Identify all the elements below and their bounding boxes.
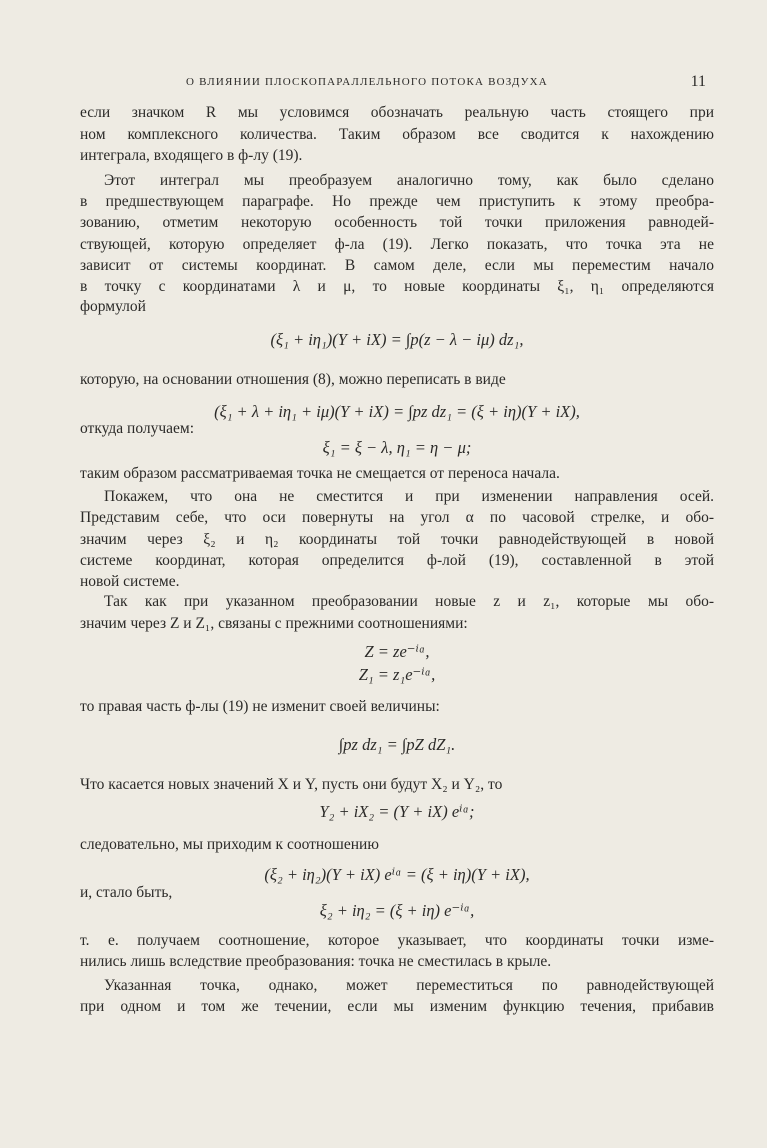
text-line: зованию, отметим некоторую особенность той точки приложения равнодей- bbox=[80, 214, 714, 231]
equation-line: ξ₂ + iη₂ = (ξ + iη) e⁻ⁱᵅ, bbox=[319, 901, 475, 920]
text-line: системе координат, которая определится ф-лой (19), составленной в этой bbox=[80, 552, 714, 569]
text-line: зависит от системы координат. В самом деле, если мы переместим начало bbox=[80, 257, 714, 274]
running-header bbox=[80, 72, 714, 92]
text-line: ствующей, которую определяет ф-ла (19). Легко показать, что точка эта не bbox=[80, 236, 714, 253]
text-line: таким образом рассматриваемая точка не смещается от переноса начала. bbox=[80, 465, 560, 482]
text-line: Представим себе, что оси повернуты на угол α по часовой стрелке, и обо- bbox=[80, 509, 714, 526]
text-line: значим через ξ₂ и η₂ координаты той точки равнодействующей в новой bbox=[80, 531, 714, 548]
text-line: которую, на основании отношения (8), можно переписать в виде bbox=[80, 371, 506, 388]
text-line: нились лишь вследствие преобразования: точка не сместилась в крыле. bbox=[80, 953, 552, 970]
text-line: Этот интеграл мы преобразуем аналогично тому, как было сделано bbox=[104, 172, 714, 189]
text-line: формулой bbox=[80, 298, 146, 315]
text-line: Покажем, что она не сместится и при изменении направления осей. bbox=[104, 488, 714, 505]
equation-line: (ξ₁ + iη₁)(Y + iX) = ∫p(z − λ − iμ) dz₁, bbox=[270, 330, 524, 349]
text-line: и, стало быть, bbox=[80, 884, 173, 901]
text-line: т. е. получаем соотношение, которое указывает, что координаты точки изме- bbox=[80, 932, 714, 949]
text-line: Так как при указанном преобразовании новые z и z₁, которые мы обо- bbox=[104, 593, 714, 610]
text-line: интеграла, входящего в ф-лу (19). bbox=[80, 147, 303, 164]
text-line: значим через Z и Z₁, связаны с прежними соотношениями: bbox=[80, 615, 468, 632]
text-line: ном комплексного количества. Таким образом все сводится к нахождению bbox=[80, 126, 714, 143]
text-line: следовательно, мы приходим к соотношению bbox=[80, 836, 379, 853]
equation-line: ∫pz dz₁ = ∫pZ dZ₁. bbox=[338, 735, 456, 754]
text-line: то правая часть ф-лы (19) не изменит своей величины: bbox=[80, 698, 440, 715]
text-line: Указанная точка, однако, может переместиться по равнодействующей bbox=[104, 977, 714, 994]
equation-line: ξ₁ = ξ − λ, η₁ = η − μ; bbox=[322, 438, 472, 457]
equation-line: Y₂ + iX₂ = (Y + iX) eⁱᵅ; bbox=[319, 802, 475, 821]
text-line: в точку с координатами λ и μ, то новые координаты ξ₁, η₁ определяются bbox=[80, 278, 714, 295]
text-line: при одном и том же течении, если мы изменим функцию течения, прибавив bbox=[80, 998, 714, 1015]
text-line: откуда получаем: bbox=[80, 420, 195, 437]
equation-line: (ξ₂ + iη₂)(Y + iX) eⁱᵅ = (ξ + iη)(Y + iX), bbox=[264, 865, 530, 884]
equation-line: (ξ₁ + λ + iη₁ + iμ)(Y + iX) = ∫pz dz₁ = (ξ + iη)(Y + iX), bbox=[214, 402, 580, 421]
equation-line: Z₁ = z₁e⁻ⁱᵅ, bbox=[358, 665, 436, 684]
running-title: О ВЛИЯНИИ ПЛОСКОПАРАЛЛЕЛЬНОГО ПОТОКА ВОЗДУХА bbox=[186, 76, 548, 88]
text-line: новой системе. bbox=[80, 573, 180, 590]
text-line: в предшествующем параграфе. Но прежде чем приступить к этому преобра- bbox=[80, 193, 714, 210]
text-line: если значком R мы условимся обозначать реальную часть стоящего при bbox=[80, 104, 714, 121]
equation-line: Z = ze⁻ⁱᵅ, bbox=[364, 642, 430, 661]
page-number: 11 bbox=[690, 73, 706, 90]
text-line: Что касается новых значений X и Y, пусть они будут X₂ и Y₂, то bbox=[80, 776, 503, 793]
